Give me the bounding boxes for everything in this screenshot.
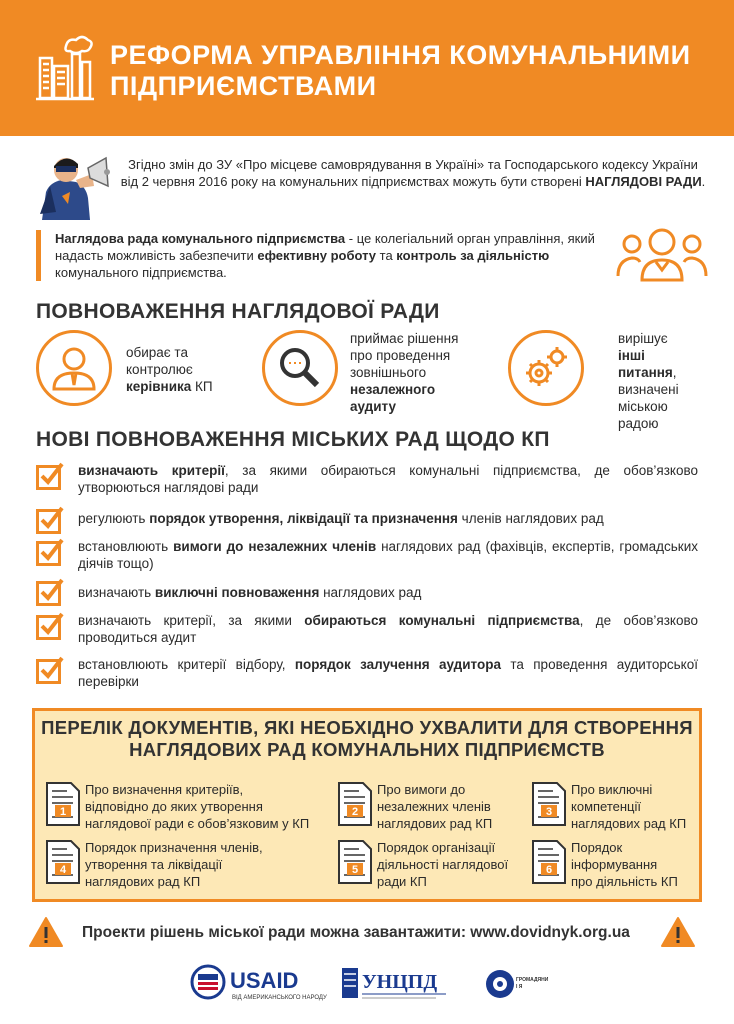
document-line: Про виключні	[571, 782, 653, 797]
power-manager-bold: керівника	[126, 379, 192, 394]
council-power-text	[78, 538, 698, 572]
document-text	[85, 839, 263, 890]
usaid-logo	[190, 964, 327, 1004]
manager-icon	[36, 330, 112, 406]
council-power-item	[36, 462, 698, 498]
definition-part-2: та	[376, 248, 397, 263]
council-power-bold: порядок залучення аудитора	[294, 657, 501, 672]
council-power-item	[36, 538, 698, 574]
definition-part-3: комунального підприємства.	[55, 265, 227, 280]
power-text-other	[618, 330, 698, 432]
document-line: Порядок призначення членів,	[85, 840, 263, 855]
document-line: інформування	[571, 857, 658, 872]
power-text-manager	[126, 344, 213, 395]
council-power-bold: обираються комунальні підприємства	[304, 613, 580, 628]
title-line-1: РЕФОРМА УПРАВЛІННЯ КОМУНАЛЬНИМИ	[110, 40, 691, 70]
intro-text-bold: НАГЛЯДОВІ РАДИ	[585, 174, 702, 189]
document-text	[571, 839, 678, 890]
checkbox-checked-icon	[36, 538, 64, 566]
document-line: про діяльність КП	[571, 874, 678, 889]
document-icon	[337, 839, 373, 885]
definition-term: Наглядова рада комунального підприємства	[55, 231, 346, 246]
power-audit-bold-1: незалежного	[350, 382, 436, 397]
council-power-text	[78, 656, 698, 690]
documents-title	[35, 717, 699, 761]
partner-logos	[0, 962, 734, 1012]
power-other-line-1	[618, 330, 698, 364]
power-other-line-2	[618, 364, 698, 381]
council-power-post: , за якими обираються комунальні підприємства, де обов’язково утворюються наглядові ради	[78, 463, 698, 495]
power-other-pre: вирішує	[618, 331, 668, 346]
document-number: 2	[351, 806, 359, 818]
document-item	[531, 781, 699, 837]
document-item	[45, 839, 335, 895]
group-people-icon	[616, 224, 708, 288]
power-text-audit	[350, 330, 458, 415]
document-line: Порядок	[571, 840, 623, 855]
document-line: наглядових рад КП	[571, 816, 687, 831]
power-audit-line-4	[350, 381, 458, 398]
power-manager-rest: КП	[191, 379, 213, 394]
page-title	[110, 40, 720, 102]
checkbox-checked-icon	[36, 656, 64, 684]
document-line: Про визначення критеріїв,	[85, 782, 244, 797]
council-power-bold: вимоги до незалежних членів	[173, 539, 377, 554]
magnifier-icon	[262, 330, 338, 406]
council-power-text	[78, 612, 698, 646]
council-power-text	[78, 462, 698, 496]
document-text	[85, 781, 309, 832]
title-line-2: ПІДПРИЄМСТВАМИ	[110, 71, 377, 101]
document-number: 6	[545, 864, 553, 876]
council-power-item	[36, 506, 698, 536]
definition-part-1: - це колегіальний орган управління, який надасть можливість забезпечити	[55, 231, 595, 263]
usaid-wordmark: USAID	[230, 968, 299, 993]
document-number: 3	[545, 806, 553, 818]
power-audit-line-5	[350, 398, 458, 415]
usaid-tagline: ВІД АМЕРИКАНСЬКОГО НАРОДУ	[232, 995, 327, 1001]
power-audit-line-2: про проведення	[350, 348, 451, 363]
council-power-text	[78, 510, 698, 527]
document-line: незалежних членів	[377, 799, 491, 814]
documents-title-line-2: НАГЛЯДОВИХ РАД КОМУНАЛЬНИХ ПІДПРИЄМСТВ	[129, 739, 605, 760]
document-number: 4	[59, 864, 67, 876]
council-power-pre: визначають	[78, 585, 155, 600]
power-manager-line-1: обирає та	[126, 345, 188, 360]
council-power-bold: визначають критерії	[78, 463, 225, 478]
power-other-line-4: міською	[618, 399, 668, 414]
power-item-manager	[36, 330, 236, 414]
document-number: 1	[59, 806, 67, 818]
document-line: наглядових рад КП	[377, 816, 493, 831]
header-banner	[0, 0, 734, 136]
council-powers-title: НОВІ ПОВНОВАЖЕННЯ МІСЬКИХ РАД ЩОДО КП	[36, 428, 550, 451]
document-icon	[531, 839, 567, 885]
council-power-pre: встановлюють	[78, 539, 174, 554]
document-icon	[337, 781, 373, 827]
document-item	[531, 839, 699, 895]
document-item	[337, 781, 527, 837]
checkbox-checked-icon	[36, 506, 64, 534]
factory-icon	[36, 36, 94, 102]
checkbox-checked-icon	[36, 578, 64, 606]
council-power-bold: порядок утворення, ліквідації та призначення	[149, 511, 458, 526]
gears-icon	[508, 330, 584, 406]
document-text	[377, 839, 508, 890]
uncpd-wordmark: УНЦПД	[362, 971, 438, 993]
checkbox-checked-icon	[36, 612, 64, 640]
document-line: наглядових рад КП	[85, 874, 201, 889]
document-item	[337, 839, 527, 895]
intro-text	[118, 156, 708, 190]
warning-icon	[28, 916, 64, 948]
council-power-post: , де обов’язково проводиться аудит	[78, 613, 698, 645]
document-line: Про вимоги до	[377, 782, 466, 797]
power-manager-line-2: контролює	[126, 362, 193, 377]
power-other-bold-1: інші	[618, 348, 645, 363]
power-item-audit	[262, 330, 492, 414]
intro-text-part-2: .	[701, 174, 706, 189]
hromadiany-text-2: І Я	[516, 984, 523, 990]
powers-title: ПОВНОВАЖЕННЯ НАГЛЯДОВОЇ РАДИ	[36, 300, 440, 323]
document-line: наглядової ради є обов’язковим у КП	[85, 816, 310, 831]
document-item	[45, 781, 335, 837]
document-line: утворення та ліквідації	[85, 857, 223, 872]
document-line: відповідно до яких утворення	[85, 799, 263, 814]
power-other-line-3: визначені	[618, 382, 679, 397]
document-icon	[45, 839, 81, 885]
checkbox-checked-icon	[36, 462, 64, 490]
documents-box	[32, 708, 702, 902]
council-power-pre: встановлюють критерії відбору,	[78, 657, 295, 672]
definition-bold-2: ефективну роботу	[257, 248, 377, 263]
document-text	[571, 781, 686, 832]
document-number: 5	[351, 864, 359, 876]
document-line: компетенції	[571, 799, 642, 814]
council-power-pre: визначають критерії, за якими	[78, 613, 305, 628]
uncpd-logo	[340, 964, 450, 1006]
document-text	[377, 781, 492, 832]
hromadiany-text-1: ГРОМАДЯНИ	[516, 977, 549, 983]
council-power-post: членів наглядових рад	[457, 511, 604, 526]
intro-section	[36, 150, 706, 222]
power-audit-bold-2: аудиту	[350, 399, 397, 414]
power-audit-line-3: зовнішнього	[350, 365, 427, 380]
council-power-bold: виключні повноваження	[154, 585, 320, 600]
power-manager-line-3	[126, 378, 213, 395]
council-power-item	[36, 612, 698, 648]
power-other-line-5: радою	[618, 416, 659, 431]
power-item-other	[508, 330, 698, 431]
council-power-post: та проведення аудиторської перевірки	[78, 657, 699, 689]
document-icon	[531, 781, 567, 827]
council-power-text	[78, 584, 698, 601]
download-notice: Проекти рішень міської ради можна завантажити: www.dovidnyk.org.ua	[82, 924, 630, 941]
hromadiany-logo	[484, 964, 549, 1006]
power-audit-line-1: приймає рішення	[350, 331, 459, 346]
document-line: Порядок організації	[377, 840, 496, 855]
council-power-post: наглядових рад (фахівців, експертів, громадських діячів тощо)	[78, 539, 699, 571]
council-power-item	[36, 656, 698, 692]
council-power-pre: регулюють	[78, 511, 150, 526]
intro-text-part-1: Згідно змін до ЗУ «Про місцеве самоврядування в Україні» та Господарського кодексу України від 2 червня 2016 року на комунальних підприємствах можуть бути створені	[120, 157, 698, 189]
documents-title-line-1: ПЕРЕЛІК ДОКУМЕНТІВ, ЯКІ НЕОБХІДНО УХВАЛИТИ ДЛЯ СТВОРЕННЯ	[41, 717, 693, 738]
definition-text	[36, 230, 616, 281]
power-other-post: ,	[672, 365, 677, 380]
definition-bold-3: контроль за діяльністю	[396, 248, 550, 263]
warning-icon	[660, 916, 696, 948]
megaphone-superhero-icon	[36, 152, 112, 220]
document-line: діяльності наглядової	[377, 857, 509, 872]
document-icon	[45, 781, 81, 827]
power-other-bold-2: питання	[618, 365, 673, 380]
council-power-item	[36, 578, 698, 608]
council-power-post: наглядових рад	[319, 585, 422, 600]
document-line: ради КП	[377, 874, 427, 889]
